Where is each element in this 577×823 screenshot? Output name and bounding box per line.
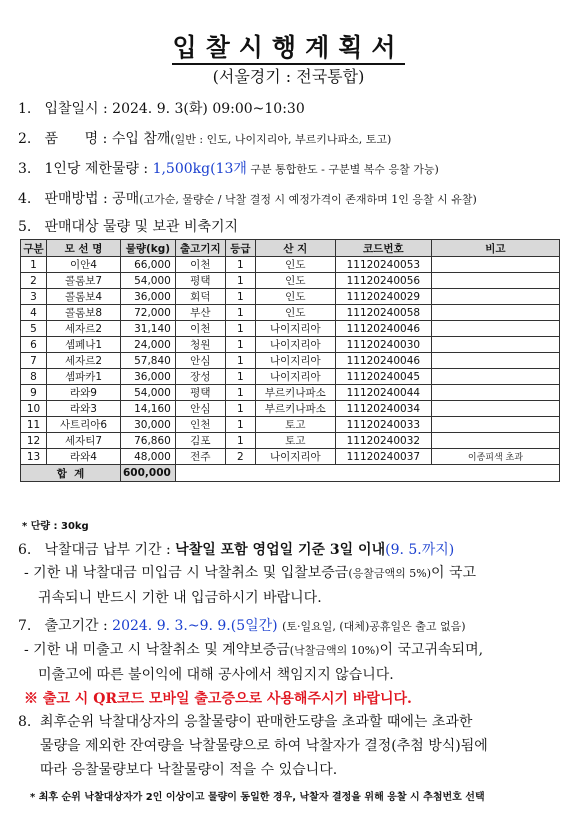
table-row: [21, 321, 560, 337]
table-cell: 인도: [255, 305, 335, 321]
table-cell: 1: [225, 289, 255, 305]
table-cell: 이천: [175, 257, 225, 273]
warning-text: - 기한 내 미출고 시 낙찰취소 및 계약보증금: [24, 642, 290, 658]
table-cell: 11120240058: [335, 305, 431, 321]
table-cell: 11120240029: [335, 289, 431, 305]
table-cell: 이천: [175, 321, 225, 337]
table-cell: 36,000: [121, 289, 176, 305]
item-sale-method: [18, 188, 477, 208]
table-row: [21, 417, 560, 433]
table-cell: 1: [225, 353, 255, 369]
table-cell: 라와4: [47, 449, 121, 465]
item-value: 낙찰일 포함 영업일 기준 3일 이내: [175, 542, 386, 558]
table-cell: 11120240037: [335, 449, 431, 465]
rule-text: 물량을 제외한 잔여량을 낙찰물량으로 하여 낙찰자가 결정(추첨 방식)됨에: [40, 738, 488, 754]
item-label: 낙찰대금 납부 기간 :: [44, 542, 171, 558]
total-label: 합 계: [21, 465, 121, 482]
table-cell: 장성: [175, 369, 225, 385]
table-cell: 1: [225, 273, 255, 289]
item-detail: (고가순, 물량순 / 낙찰 결정 시 예정가격이 존재하며 1인 응찰 시 유찰): [139, 193, 477, 206]
warning-text: 이 국고귀속되며,: [379, 642, 484, 658]
table-cell: 부르키나파소: [255, 385, 335, 401]
table-cell: 57,840: [121, 353, 176, 369]
table-cell: 11120240056: [335, 273, 431, 289]
table-cell: 1: [225, 369, 255, 385]
item-value: 수입 참깨: [111, 131, 171, 147]
item-product: [18, 128, 391, 148]
warning-text: 이 국고: [431, 565, 477, 581]
table-cell: [431, 353, 559, 369]
table-cell: 48,000: [121, 449, 176, 465]
table-cell: [431, 289, 559, 305]
item-bid-datetime: [18, 98, 305, 118]
table-cell: 7: [21, 353, 47, 369]
table-cell: 콜롬보8: [47, 305, 121, 321]
table-cell: [431, 273, 559, 289]
table-row: [21, 449, 560, 465]
table-cell: 4: [21, 305, 47, 321]
table-cell: 3: [21, 289, 47, 305]
table-cell: 11120240046: [335, 353, 431, 369]
table-row: [21, 305, 560, 321]
table-cell: 나이지리아: [255, 353, 335, 369]
table-cell: 평택: [175, 385, 225, 401]
table-cell: 콜롬보4: [47, 289, 121, 305]
item-label: 판매방법 :: [44, 191, 108, 207]
warning-text: - 기한 내 낙찰대금 미입금 시 낙찰취소 및 입찰보증금: [24, 565, 349, 581]
item-sale-target: [18, 216, 238, 236]
table-row: [21, 273, 560, 289]
table-cell: 평택: [175, 273, 225, 289]
table-cell: 나이지리아: [255, 369, 335, 385]
table-row: [21, 433, 560, 449]
payment-warning: [24, 561, 554, 610]
unit-note: * 단량 : 30kg: [22, 521, 89, 532]
table-cell: 12: [21, 433, 47, 449]
table-row: [21, 353, 560, 369]
table-cell: 토고: [255, 417, 335, 433]
item-number: 3.: [18, 161, 32, 177]
table-cell: 8: [21, 369, 47, 385]
table-total-row: [21, 465, 560, 482]
table-cell: 72,000: [121, 305, 176, 321]
page-title: [0, 28, 577, 64]
item-detail: (일반 : 인도, 나이지리아, 부르키나파소, 토고): [170, 133, 392, 146]
warning-detail: (낙찰금액의 10%): [289, 644, 380, 657]
item-payment-period: [18, 539, 454, 559]
table-cell: 1: [225, 385, 255, 401]
table-cell: 이안4: [47, 257, 121, 273]
item-number: 2.: [18, 131, 32, 147]
table-cell: 54,000: [121, 273, 176, 289]
table-cell: 11120240044: [335, 385, 431, 401]
item-label: 입찰일시 :: [44, 101, 108, 117]
item-limit: [18, 158, 439, 178]
item-number: 1.: [18, 101, 32, 117]
table-cell: 셈페나1: [47, 337, 121, 353]
table-cell: 나이지리아: [255, 449, 335, 465]
table-row: [21, 337, 560, 353]
table-row: [21, 289, 560, 305]
table-row: [21, 369, 560, 385]
table-cell: 전주: [175, 449, 225, 465]
table-cell: 인천: [175, 417, 225, 433]
item-value: 2024. 9. 3(화) 09:00~10:30: [112, 101, 305, 117]
table-cell: 1: [225, 305, 255, 321]
table-cell: 라와3: [47, 401, 121, 417]
table-cell: 1: [21, 257, 47, 273]
table-cell: 안심: [175, 401, 225, 417]
table-cell: 30,000: [121, 417, 176, 433]
table-cell: 36,000: [121, 369, 176, 385]
table-cell: 인도: [255, 257, 335, 273]
table-cell: 세자티7: [47, 433, 121, 449]
table-cell: 회덕: [175, 289, 225, 305]
col-header: 모 선 명: [47, 240, 121, 257]
table-row: [21, 385, 560, 401]
table-cell: 11120240046: [335, 321, 431, 337]
item-number: 5.: [18, 219, 32, 235]
item-label: 1인당 제한물량 :: [44, 161, 149, 177]
table-cell: 10: [21, 401, 47, 417]
item-value: 1,500kg(13개: [152, 161, 247, 177]
table-cell: 1: [225, 337, 255, 353]
warning-text: 미출고에 따른 불이익에 대해 공사에서 책임지지 않습니다.: [38, 667, 394, 683]
warning-text: 귀속되니 반드시 기한 내 입금하시기 바랍니다.: [38, 590, 322, 606]
table-cell: 토고: [255, 433, 335, 449]
table-cell: 1: [225, 417, 255, 433]
table-cell: 54,000: [121, 385, 176, 401]
page-title-text: 입찰시행계획서: [172, 33, 404, 65]
item-number: 8.: [18, 714, 32, 730]
table-cell: [431, 433, 559, 449]
table-row: [21, 257, 560, 273]
table-cell: 나이지리아: [255, 337, 335, 353]
table-cell: 세자르2: [47, 353, 121, 369]
table-cell: 14,160: [121, 401, 176, 417]
item-detail: 구분 통합한도 - 구분별 복수 응찰 가능): [246, 163, 439, 176]
table-cell: 13: [21, 449, 47, 465]
item-value: 2024. 9. 3.~9. 9.(5일간): [112, 618, 278, 634]
table-cell: 세자르2: [47, 321, 121, 337]
col-header: 구분: [21, 240, 47, 257]
stock-table: [20, 239, 560, 482]
release-warning: [24, 638, 554, 687]
table-cell: [431, 417, 559, 433]
table-cell: 2: [225, 449, 255, 465]
table-cell: 셈파카1: [47, 369, 121, 385]
table-cell: 11120240045: [335, 369, 431, 385]
item-label: 품 명 :: [44, 131, 108, 147]
table-cell: 인도: [255, 273, 335, 289]
table-cell: 인도: [255, 289, 335, 305]
col-header: 등급: [225, 240, 255, 257]
col-header: 물량(kg): [121, 240, 176, 257]
col-header: 코드번호: [335, 240, 431, 257]
table-cell: [431, 385, 559, 401]
table-cell: 1: [225, 257, 255, 273]
table-cell: [431, 305, 559, 321]
table-cell: 부산: [175, 305, 225, 321]
table-cell: 66,000: [121, 257, 176, 273]
col-header: 비고: [431, 240, 559, 257]
table-cell: 나이지리아: [255, 321, 335, 337]
table-cell: 9: [21, 385, 47, 401]
table-cell: 6: [21, 337, 47, 353]
table-cell: 사트리아6: [47, 417, 121, 433]
total-value: 600,000: [121, 465, 176, 482]
rule-text: 최후순위 낙찰대상자의 응찰물량이 판매한도량을 초과할 때에는 초과한: [40, 714, 473, 730]
col-header: 산 지: [255, 240, 335, 257]
table-cell: [431, 401, 559, 417]
table-cell: 11: [21, 417, 47, 433]
item-value: 공매: [112, 191, 140, 207]
item-deadline: (9. 5.까지): [385, 542, 455, 558]
table-row: [21, 401, 560, 417]
table-cell: [431, 321, 559, 337]
page-subtitle: (서울경기 : 전국통합): [212, 67, 365, 86]
table-cell: 76,860: [121, 433, 176, 449]
table-cell: 1: [225, 401, 255, 417]
table-header-row: [21, 240, 560, 257]
table-cell: 1: [225, 321, 255, 337]
total-empty-cell: [175, 465, 559, 482]
footnote: * 최후 순위 낙찰대상자가 2인 이상이고 물량이 동일한 경우, 낙찰자 결정을 위해 응찰 시 추첨번호 선택: [30, 792, 485, 803]
table-cell: 2: [21, 273, 47, 289]
rule-text: 따라 응찰물량보다 낙찰물량이 적을 수 있습니다.: [40, 762, 338, 778]
item-allocation-rule: [18, 710, 563, 782]
table-cell: 라와9: [47, 385, 121, 401]
table-cell: 김포: [175, 433, 225, 449]
table-cell: 이종피색 초과: [431, 449, 559, 465]
item-label: 판매대상 물량 및 보관 비축기지: [44, 219, 239, 235]
table-cell: 11120240034: [335, 401, 431, 417]
item-label: 출고기간 :: [44, 618, 108, 634]
table-cell: 31,140: [121, 321, 176, 337]
qr-notice: ※ 출고 시 QR코드 모바일 출고증으로 사용해주시기 바랍니다.: [24, 691, 412, 707]
table-cell: 11120240033: [335, 417, 431, 433]
table-cell: [431, 337, 559, 353]
table-cell: 콜롬보7: [47, 273, 121, 289]
table-cell: [431, 369, 559, 385]
item-number: 6.: [18, 542, 32, 558]
table-cell: 11120240053: [335, 257, 431, 273]
item-number: 7.: [18, 618, 32, 634]
item-detail: (토·일요일, (대체)공휴일은 출고 없음): [282, 620, 466, 633]
table-cell: 부르키나파소: [255, 401, 335, 417]
item-release-period: [18, 615, 466, 635]
table-cell: 11120240032: [335, 433, 431, 449]
table-cell: 1: [225, 433, 255, 449]
table-cell: 24,000: [121, 337, 176, 353]
table-cell: 11120240030: [335, 337, 431, 353]
warning-detail: (응찰금액의 5%): [348, 567, 432, 580]
item-number: 4.: [18, 191, 32, 207]
col-header: 출고기지: [175, 240, 225, 257]
table-cell: 안심: [175, 353, 225, 369]
table-cell: 청원: [175, 337, 225, 353]
table-cell: 5: [21, 321, 47, 337]
table-cell: [431, 257, 559, 273]
